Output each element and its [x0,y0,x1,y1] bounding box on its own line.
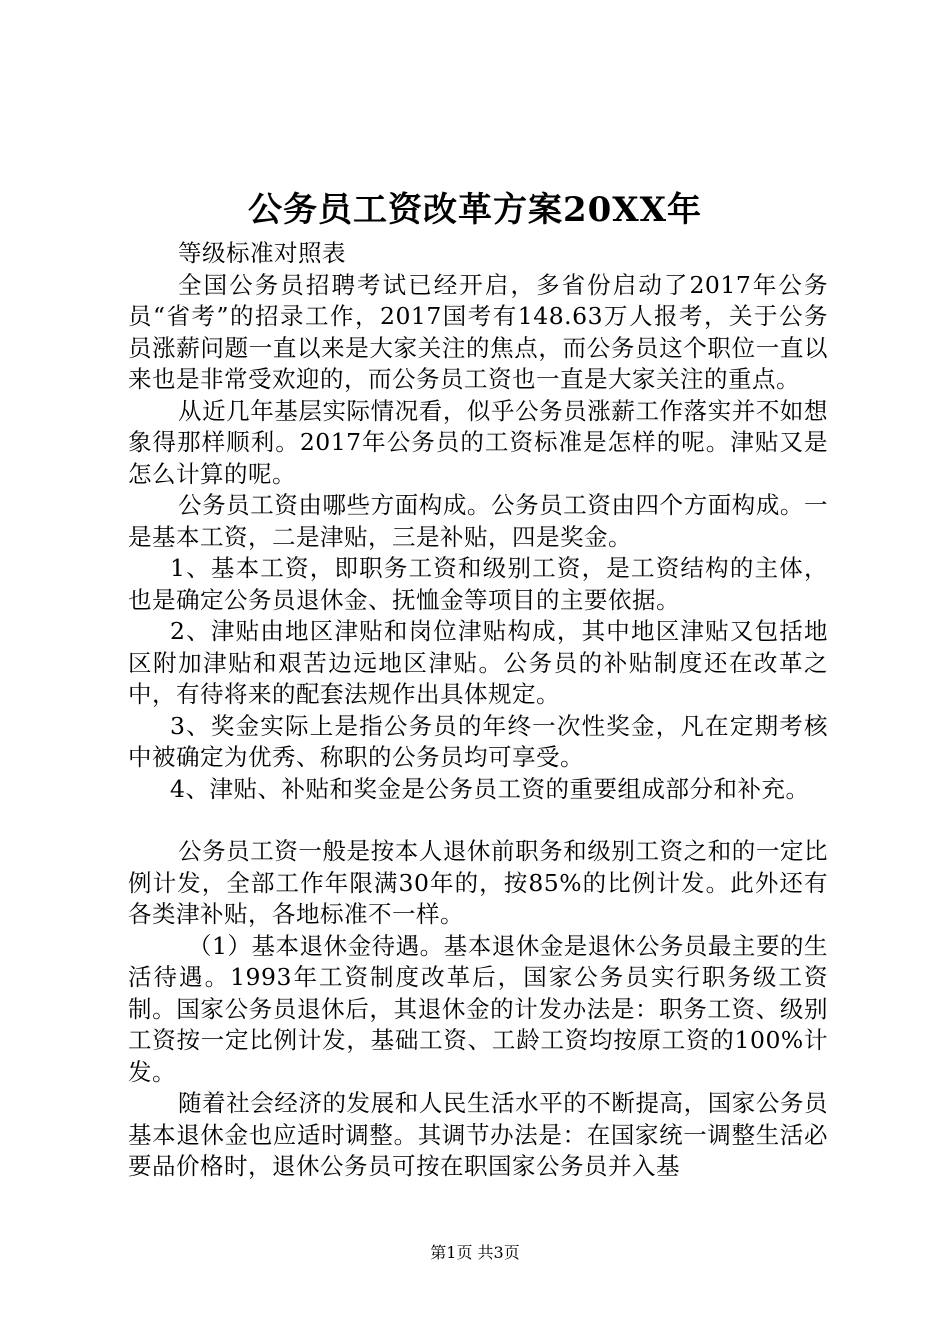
paragraph-list-item: 4、津贴、补贴和奖金是公务员工资的重要组成部分和补充。 [170,774,810,803]
paragraph-list-item: 2、津贴由地区津贴和岗位津贴构成，其中地区津贴又包括地区附加津贴和艰苦边远地区津贴。公务员的补贴制度还在改革之中，有待将来的配套法规作出具体规定。 [128,617,828,708]
blank-line [128,805,828,836]
paragraph-list-item: 1、基本工资，即职务工资和级别工资，是工资结构的主体，也是确定公务员退休金、抚恤金等项目的主要依据。 [128,554,828,614]
paragraph: 公务员工资由哪些方面构成。公务员工资由四个方面构成。一是基本工资，二是津贴，三是补贴，四是奖金。 [128,491,828,551]
paragraph: 公务员工资一般是按本人退休前职务和级别工资之和的一定比例计发，全部工作年限满30年的，按85%的比例计发。此外还有各类津补贴，各地标准不一样。 [128,837,828,928]
paragraph: 全国公务员招聘考试已经开启，多省份启动了2017年公务员“省考”的招录工作，2017国考有148.63万人报考，关于公务员涨薪问题一直以来是大家关注的焦点，而公务员这个职位一直以来也是非常受欢迎的，而公务员工资也一直是大家关注的重点。 [128,270,828,393]
page-footer: 第1页 共3页 [430,1243,520,1262]
paragraph: （1）基本退休金待遇。基本退休金是退休公务员最主要的生活待遇。1993年工资制度改革后，国家公务员实行职务级工资制。国家公务员退休后，其退休金的计发办法是：职务工资、级别工资按一定比例计发，基础工资、工龄工资均按原工资的100%计发。 [128,931,828,1086]
document-title: 公务员工资改革方案20XX年 [247,190,703,230]
paragraph: 从近几年基层实际情况看，似乎公务员涨薪工作落实并不如想象得那样顺利。2017年公务员的工资标准是怎样的呢。津贴又是怎么计算的呢。 [128,396,828,488]
paragraph: 随着社会经济的发展和人民生活水平的不断提高，国家公务员基本退休金也应适时调整。其调节办法是：在国家统一调整生活必要品价格时，退休公务员可按在职国家公务员并入基 [128,1089,828,1180]
paragraph-subtitle: 等级标准对照表 [178,239,346,267]
paragraph-list-item: 3、奖金实际上是指公务员的年终一次性奖金，凡在定期考核中被确定为优秀、称职的公务员均可享受。 [128,711,828,771]
document-body [128,238,828,1183]
